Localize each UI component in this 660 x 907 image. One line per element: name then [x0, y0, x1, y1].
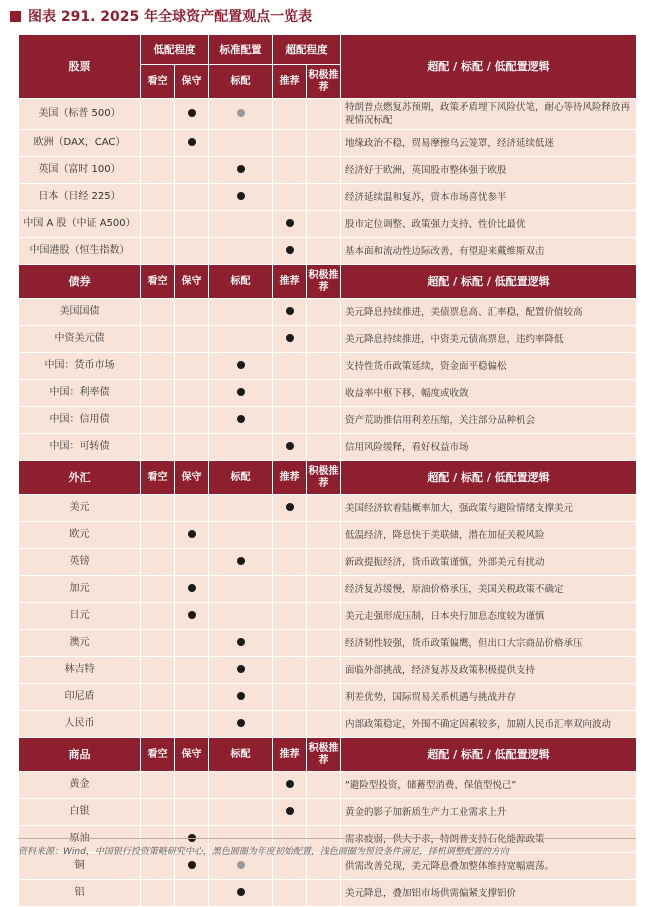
allocation-cell [209, 157, 273, 184]
asset-name: 中国 A 股（中证 A500） [19, 211, 141, 238]
allocation-cell [307, 772, 341, 799]
allocation-cell [209, 299, 273, 326]
allocation-logic: 支持性货币政策延续，资金面平稳偏松 [341, 353, 637, 380]
allocation-logic: 美元降息持续推进，中资美元债高票息，违约率降低 [341, 326, 637, 353]
allocation-cell [273, 495, 307, 522]
allocation-cell [141, 576, 175, 603]
asset-name: 白银 [19, 799, 141, 826]
allocation-cell [175, 353, 209, 380]
allocation-cell [209, 711, 273, 738]
table-row [19, 549, 637, 576]
allocation-cell [209, 184, 273, 211]
asset-name: 日本（日经 225） [19, 184, 141, 211]
initial-position-dot-icon [237, 638, 245, 646]
allocation-cell [307, 211, 341, 238]
initial-position-dot-icon [286, 807, 294, 815]
allocation-logic: 美国经济软着陆概率加大，强政策与避险情绪支撑美元 [341, 495, 637, 522]
allocation-cell [141, 603, 175, 630]
col-header-conservative: 保守 [175, 65, 209, 99]
table-row [19, 299, 637, 326]
initial-position-dot-icon [188, 109, 196, 117]
allocation-cell [307, 184, 341, 211]
asset-name: 日元 [19, 603, 141, 630]
allocation-logic: 需求疲弱，供大于求，特朗普支持石化能源政策 [341, 826, 637, 853]
logic-header: 超配 / 标配 / 低配置逻辑 [341, 35, 637, 99]
allocation-cell [273, 799, 307, 826]
table-row [19, 603, 637, 630]
allocation-logic: 股市定位调整、政策强力支持、性价比最优 [341, 211, 637, 238]
initial-position-dot-icon [237, 888, 245, 896]
allocation-cell [141, 326, 175, 353]
allocation-cell [141, 880, 175, 907]
col-header-conservative: 保守 [175, 265, 209, 299]
figure-title-bar [10, 6, 312, 26]
allocation-cell [307, 799, 341, 826]
allocation-cell [209, 380, 273, 407]
allocation-cell [307, 522, 341, 549]
allocation-logic: 利差优势，国际贸易关系机遇与挑战并存 [341, 684, 637, 711]
allocation-logic: 经济复苏缓慢，原油价格承压，美国关税政策不确定 [341, 576, 637, 603]
allocation-logic: 低温经济，降息快于美联储，潜在加征关税风险 [341, 522, 637, 549]
allocation-table [18, 34, 637, 907]
initial-position-dot-icon [237, 719, 245, 727]
allocation-cell [141, 299, 175, 326]
allocation-cell [273, 184, 307, 211]
asset-name: 中国：货币市场 [19, 353, 141, 380]
allocation-logic: 面临外部挑战，经济复苏及政策积极提供支持 [341, 657, 637, 684]
initial-position-dot-icon [237, 557, 245, 565]
table-row [19, 657, 637, 684]
allocation-cell [307, 711, 341, 738]
table-row [19, 576, 637, 603]
table-row [19, 238, 637, 265]
col-header-recommend: 推荐 [273, 265, 307, 299]
allocation-cell [307, 353, 341, 380]
initial-position-dot-icon [237, 192, 245, 200]
allocation-cell [273, 299, 307, 326]
initial-position-dot-icon [237, 165, 245, 173]
allocation-cell [209, 434, 273, 461]
allocation-cell [141, 130, 175, 157]
col-header-short: 看空 [141, 65, 175, 99]
initial-position-dot-icon [188, 530, 196, 538]
allocation-cell [307, 407, 341, 434]
col-header-short: 看空 [141, 265, 175, 299]
col-header-recommend: 推荐 [273, 65, 307, 99]
allocation-cell [141, 99, 175, 130]
asset-name: 中国：信用债 [19, 407, 141, 434]
allocation-cell [141, 353, 175, 380]
allocation-cell [273, 880, 307, 907]
logic-header: 超配 / 标配 / 低配置逻辑 [341, 265, 637, 299]
asset-name: 铜 [19, 853, 141, 880]
col-header-aggressive: 积极推荐 [307, 738, 341, 772]
allocation-cell [175, 880, 209, 907]
initial-position-dot-icon [188, 138, 196, 146]
allocation-cell [307, 326, 341, 353]
allocation-cell [175, 603, 209, 630]
section-header-row [19, 461, 637, 495]
allocation-cell [209, 522, 273, 549]
allocation-logic: 信用风险缓释，看好权益市场 [341, 434, 637, 461]
table-row [19, 157, 637, 184]
allocation-cell [175, 799, 209, 826]
allocation-cell [209, 576, 273, 603]
allocation-logic: 新政提振经济，货币政策谨慎，外部美元有扰动 [341, 549, 637, 576]
allocation-cell [307, 603, 341, 630]
table-row [19, 99, 637, 130]
allocation-cell [209, 657, 273, 684]
allocation-cell [141, 238, 175, 265]
allocation-cell [141, 549, 175, 576]
group-header-under: 低配程度 [141, 35, 209, 65]
allocation-cell [307, 299, 341, 326]
section-header-name: 外汇 [19, 461, 141, 495]
allocation-cell [141, 434, 175, 461]
allocation-logic: 美元走强形成压制，日本央行加息态度较为谨慎 [341, 603, 637, 630]
allocation-cell [209, 407, 273, 434]
allocation-cell [209, 603, 273, 630]
allocation-cell [273, 353, 307, 380]
allocation-cell [307, 657, 341, 684]
section-header-name: 债券 [19, 265, 141, 299]
asset-name: 中国：可转债 [19, 434, 141, 461]
footer-divider [18, 838, 636, 839]
source-note: 资料来源：Wind，中国银行投资策略研究中心，黑色圆圈为年度初始配置，浅色圆圈为预设条件满足，择机调整配置的方向 [18, 847, 509, 857]
allocation-cell [175, 99, 209, 130]
allocation-cell [307, 495, 341, 522]
allocation-cell [175, 130, 209, 157]
allocation-cell [141, 157, 175, 184]
table-row [19, 711, 637, 738]
asset-name: 林吉特 [19, 657, 141, 684]
allocation-cell [273, 630, 307, 657]
allocation-cell [307, 880, 341, 907]
allocation-logic: 收益率中枢下移，幅度或收敛 [341, 380, 637, 407]
asset-name: 欧元 [19, 522, 141, 549]
allocation-cell [273, 684, 307, 711]
table-row [19, 522, 637, 549]
allocation-cell [307, 549, 341, 576]
allocation-cell [273, 434, 307, 461]
allocation-cell [273, 326, 307, 353]
asset-name: 英国（富时 100） [19, 157, 141, 184]
allocation-cell [175, 772, 209, 799]
allocation-logic: 内部政策稳定，外围不确定因素较多，加剧人民币汇率双向波动 [341, 711, 637, 738]
initial-position-dot-icon [286, 307, 294, 315]
col-header-standard: 标配 [209, 265, 273, 299]
allocation-cell [175, 299, 209, 326]
col-header-aggressive: 积极推荐 [307, 65, 341, 99]
table-row [19, 799, 637, 826]
asset-name: 印尼盾 [19, 684, 141, 711]
allocation-cell [209, 799, 273, 826]
initial-position-dot-icon [237, 692, 245, 700]
table-row [19, 495, 637, 522]
asset-name: 中国港股（恒生指数） [19, 238, 141, 265]
initial-position-dot-icon [286, 780, 294, 788]
table-row [19, 211, 637, 238]
initial-position-dot-icon [286, 219, 294, 227]
allocation-cell [175, 238, 209, 265]
section-header-name: 股票 [19, 35, 141, 99]
allocation-cell [175, 326, 209, 353]
allocation-cell [175, 711, 209, 738]
allocation-cell [175, 157, 209, 184]
allocation-cell [273, 130, 307, 157]
allocation-cell [209, 99, 273, 130]
section-header-name: 商品 [19, 738, 141, 772]
allocation-cell [175, 630, 209, 657]
group-header-standard: 标准配置 [209, 35, 273, 65]
allocation-cell [141, 495, 175, 522]
table-header-group-row [19, 35, 637, 65]
allocation-cell [209, 880, 273, 907]
asset-name: 美国（标普 500） [19, 99, 141, 130]
table-row [19, 380, 637, 407]
allocation-cell [273, 657, 307, 684]
allocation-cell [141, 772, 175, 799]
allocation-cell [141, 522, 175, 549]
allocation-cell [175, 380, 209, 407]
allocation-cell [175, 211, 209, 238]
allocation-cell [175, 434, 209, 461]
allocation-cell [273, 211, 307, 238]
allocation-table-body [19, 35, 637, 907]
logic-header: 超配 / 标配 / 低配置逻辑 [341, 738, 637, 772]
allocation-logic: 经济延续温和复苏，资本市场喜忧参半 [341, 184, 637, 211]
col-header-aggressive: 积极推荐 [307, 265, 341, 299]
col-header-short: 看空 [141, 461, 175, 495]
col-header-conservative: 保守 [175, 461, 209, 495]
col-header-standard: 标配 [209, 738, 273, 772]
table-row [19, 130, 637, 157]
col-header-standard: 标配 [209, 65, 273, 99]
allocation-cell [175, 495, 209, 522]
allocation-cell [175, 184, 209, 211]
col-header-standard: 标配 [209, 461, 273, 495]
allocation-logic: 黄金的影子加新质生产力工业需求上升 [341, 799, 637, 826]
col-header-recommend: 推荐 [273, 461, 307, 495]
figure-title: 图表 291. 2025 年全球资产配置观点一览表 [28, 9, 313, 25]
allocation-cell [273, 603, 307, 630]
allocation-cell [175, 657, 209, 684]
col-header-conservative: 保守 [175, 738, 209, 772]
table-row [19, 772, 637, 799]
asset-name: 英镑 [19, 549, 141, 576]
initial-position-dot-icon [286, 503, 294, 511]
allocation-cell [141, 657, 175, 684]
allocation-cell [175, 407, 209, 434]
table-row [19, 184, 637, 211]
allocation-cell [175, 522, 209, 549]
allocation-cell [273, 157, 307, 184]
table-row [19, 630, 637, 657]
asset-name: 人民币 [19, 711, 141, 738]
allocation-cell [175, 576, 209, 603]
group-header-over: 超配程度 [273, 35, 341, 65]
allocation-cell [307, 434, 341, 461]
logic-header: 超配 / 标配 / 低配置逻辑 [341, 461, 637, 495]
title-marker-icon [10, 11, 21, 22]
asset-name: 澳元 [19, 630, 141, 657]
col-header-recommend: 推荐 [273, 738, 307, 772]
allocation-cell [141, 684, 175, 711]
initial-position-dot-icon [286, 334, 294, 342]
initial-position-dot-icon [188, 611, 196, 619]
asset-name: 欧洲（DAX，CAC） [19, 130, 141, 157]
allocation-cell [209, 495, 273, 522]
initial-position-dot-icon [188, 584, 196, 592]
allocation-cell [307, 684, 341, 711]
section-header-row [19, 265, 637, 299]
section-header-row [19, 738, 637, 772]
asset-name: 美国国债 [19, 299, 141, 326]
allocation-logic: 基本面和流动性边际改善，有望迎来戴维斯双击 [341, 238, 637, 265]
asset-name: 中国：利率债 [19, 380, 141, 407]
allocation-logic: 经济韧性较强，货币政策偏鹰，但出口大宗商品价格承压 [341, 630, 637, 657]
allocation-cell [273, 238, 307, 265]
allocation-cell [209, 630, 273, 657]
asset-name: 原油 [19, 826, 141, 853]
col-header-short: 看空 [141, 738, 175, 772]
allocation-cell [273, 772, 307, 799]
allocation-cell [273, 380, 307, 407]
table-row [19, 326, 637, 353]
allocation-cell [307, 630, 341, 657]
allocation-logic: 特朗普点燃复苏预期，政策矛盾埋下风险伏笔，耐心等待风险释放再视情况标配 [341, 99, 637, 130]
allocation-logic: 供需改善兑现，美元降息叠加整体维持宽幅震荡。 [341, 853, 637, 880]
initial-position-dot-icon [237, 415, 245, 423]
table-row [19, 880, 637, 907]
allocation-logic: “避险型投资，储蓄型消费、保值型悦己” [341, 772, 637, 799]
allocation-cell [141, 380, 175, 407]
allocation-cell [307, 380, 341, 407]
asset-name: 美元 [19, 495, 141, 522]
allocation-cell [273, 407, 307, 434]
initial-position-dot-icon [286, 246, 294, 254]
col-header-aggressive: 积极推荐 [307, 461, 341, 495]
allocation-cell [307, 238, 341, 265]
table-row [19, 353, 637, 380]
allocation-cell [209, 772, 273, 799]
initial-position-dot-icon [286, 442, 294, 450]
allocation-cell [175, 549, 209, 576]
initial-position-dot-icon [237, 665, 245, 673]
allocation-cell [141, 407, 175, 434]
allocation-cell [141, 799, 175, 826]
allocation-cell [141, 630, 175, 657]
allocation-logic: 地缘政治不稳，贸易摩擦乌云笼罩，经济延续低迷 [341, 130, 637, 157]
table-row [19, 434, 637, 461]
allocation-cell [209, 211, 273, 238]
allocation-cell [141, 184, 175, 211]
allocation-cell [273, 549, 307, 576]
allocation-cell [307, 99, 341, 130]
allocation-cell [209, 684, 273, 711]
table-row [19, 684, 637, 711]
allocation-cell [209, 238, 273, 265]
asset-name: 黄金 [19, 772, 141, 799]
allocation-cell [209, 549, 273, 576]
allocation-cell [273, 99, 307, 130]
asset-name: 铝 [19, 880, 141, 907]
allocation-cell [209, 326, 273, 353]
allocation-cell [307, 130, 341, 157]
allocation-logic: 美元降息，叠加铝市场供需偏紧支撑铝价 [341, 880, 637, 907]
allocation-logic: 经济好于欧洲，英国股市整体强于欧股 [341, 157, 637, 184]
allocation-cell [307, 157, 341, 184]
preset-position-dot-icon [237, 109, 245, 117]
allocation-cell [307, 576, 341, 603]
allocation-cell [209, 353, 273, 380]
allocation-logic: 资产荒助推信用利差压缩，关注部分品种机会 [341, 407, 637, 434]
allocation-cell [273, 576, 307, 603]
allocation-cell [273, 522, 307, 549]
allocation-cell [209, 130, 273, 157]
initial-position-dot-icon [237, 388, 245, 396]
allocation-logic: 美元降息持续推进，美债票息高、汇率稳，配置价值较高 [341, 299, 637, 326]
allocation-cell [141, 711, 175, 738]
asset-name: 中资美元债 [19, 326, 141, 353]
allocation-cell [175, 684, 209, 711]
asset-name: 加元 [19, 576, 141, 603]
allocation-cell [273, 711, 307, 738]
initial-position-dot-icon [237, 361, 245, 369]
allocation-cell [141, 211, 175, 238]
table-row [19, 407, 637, 434]
